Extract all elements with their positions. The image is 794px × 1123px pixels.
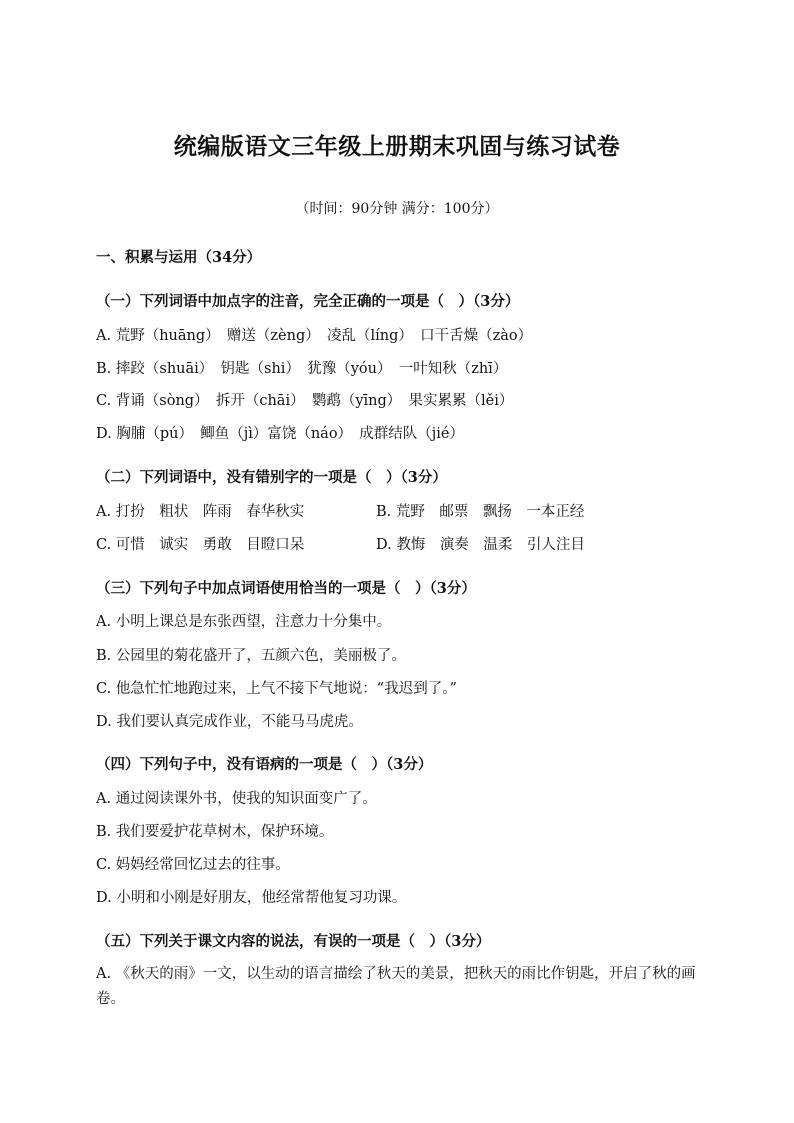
question-2-stem: （二）下列词语中，没有错别字的一项是（ ）（3分） [96,469,447,486]
question-4-stem: （四）下列句子中，没有语病的一项是（ ）（3分） [96,756,433,773]
question-4-option-d: D. 小明和小刚是好朋友，他经常帮他复习功课。 [96,890,407,906]
question-2-option-c: C. 可惜 诚实 勇敢 目瞪口呆 [96,537,305,553]
question-3-option-b: B. 公园里的菊花盛开了，五颜六色，美丽极了。 [96,648,406,664]
question-4-option-a: A. 通过阅读课外书，使我的知识面变广了。 [96,791,377,807]
question-3-stem: （三）下列句子中加点词语使用恰当的一项是（ ）（3分） [96,580,476,597]
question-1-stem: （一）下列词语中加点字的注音，完全正确的一项是（ ）（3分） [96,293,520,310]
page-title: 统编版语文三年级上册期末巩固与练习试卷 [173,133,621,160]
question-3-option-c: C. 他急忙忙地跑过来，上气不接下气地说：“我迟到了。” [96,681,457,697]
question-2-option-d: D. 教悔 演奏 温柔 引人注目 [376,537,585,553]
question-5-stem: （五）下列关于课文内容的说法，有误的一项是（ ）（3分） [96,933,491,950]
question-1-option-a: A. 荒野（huāng） 赠送（zèng） 凌乱（líng） 口干舌燥（zào） [96,328,533,344]
question-1-option-d: D. 胸脯（pú） 鲫鱼（jì）富饶（náo） 成群结队（jié） [96,426,465,442]
question-5-option-a: A. 《秋天的雨》一文，以生动的语言描绘了秋天的美景，把秋天的雨比作钥匙，开启了秋的画卷。 [96,966,696,1007]
question-3-option-a: A. 小明上课总是东张西望，注意力十分集中。 [96,614,392,630]
question-4-option-b: B. 我们要爱护花草树木，保护环境。 [96,824,334,840]
question-2-option-b: B. 荒野 邮票 飘扬 一本正经 [376,504,585,520]
question-1-option-c: C. 背诵（sòng） 拆开（chāi） 鹦鹉（yīng） 果实累累（lěi） [96,393,514,409]
question-4-option-c: C. 妈妈经常回忆过去的往事。 [96,857,290,873]
question-3-option-d: D. 我们要认真完成作业，不能马马虎虎。 [96,714,363,730]
section-heading: 一、积累与运用（34分） [96,249,262,266]
exam-time-score: （时间：90分钟 满分：100分） [295,201,499,217]
question-1-option-b: B. 摔跤（shuāi） 钥匙（shi） 犹豫（yóu） 一叶知秋（zhī） [96,361,508,377]
question-2-option-a: A. 打扮 粗状 阵雨 春华秋实 [96,504,305,520]
